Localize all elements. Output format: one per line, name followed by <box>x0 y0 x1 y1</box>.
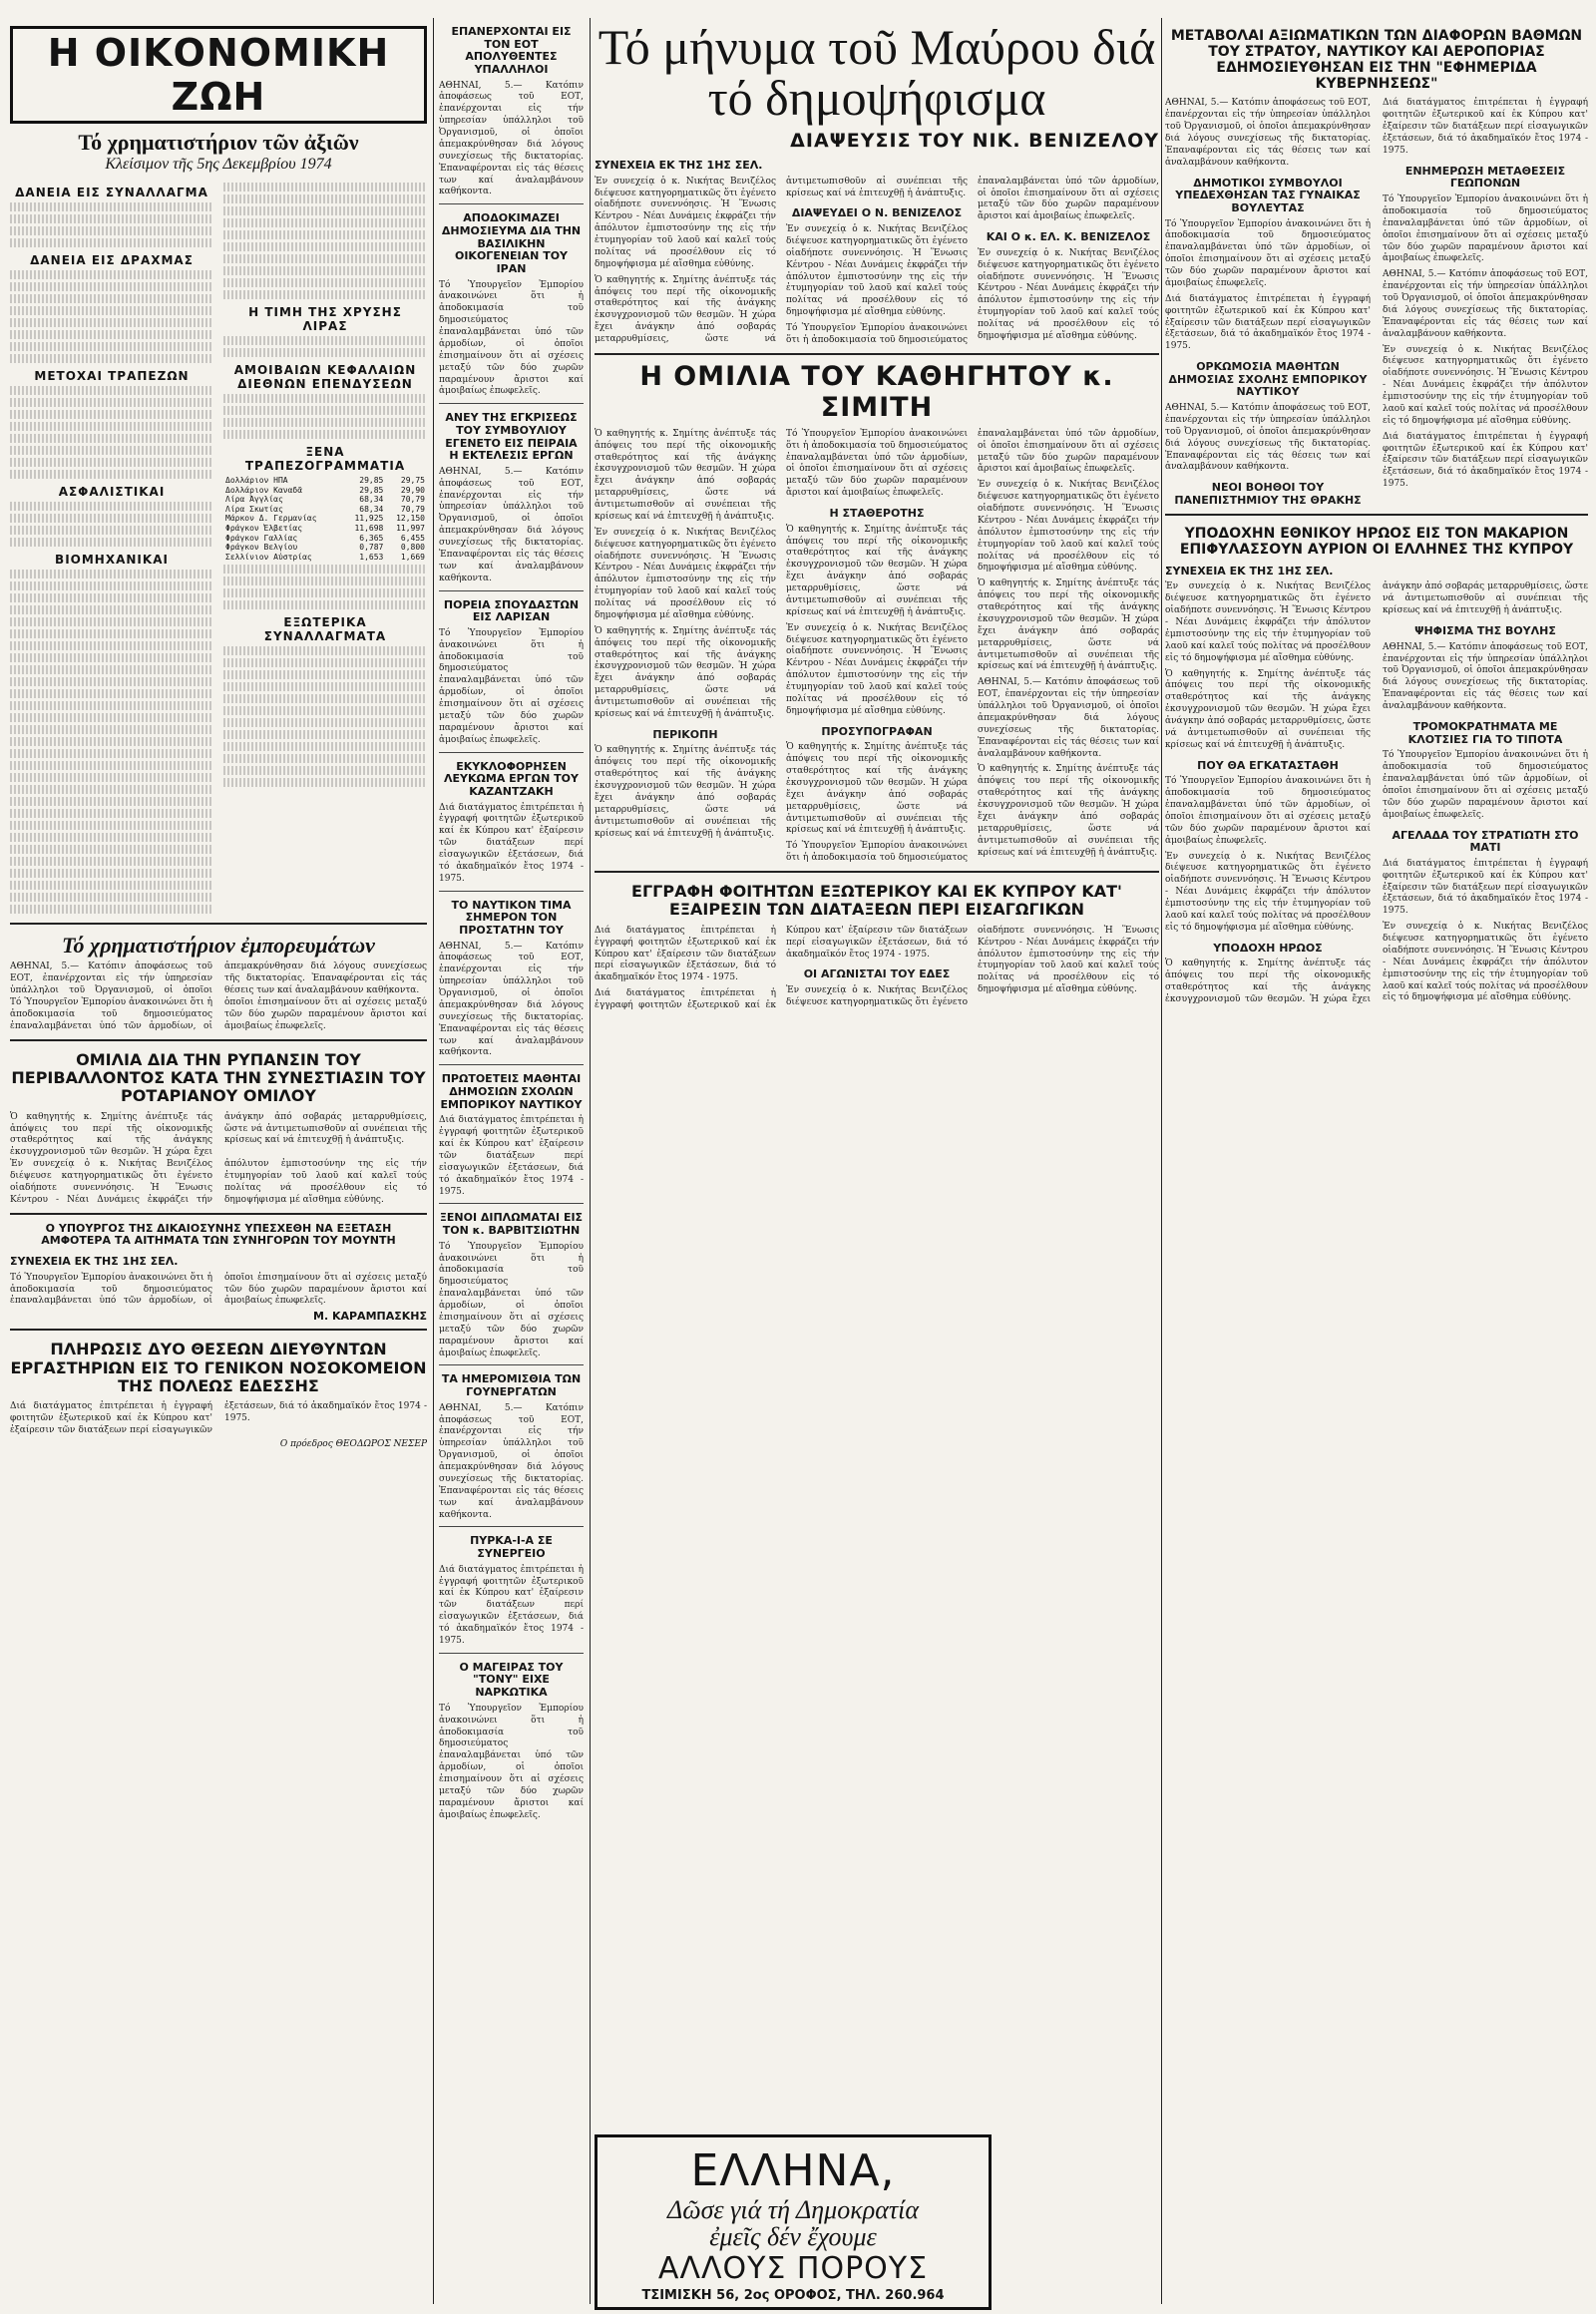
fx-cell: Λίρα Σκωτίας <box>225 504 283 514</box>
column-rule <box>590 18 591 2304</box>
fx-row <box>223 476 427 486</box>
subhead: Η ΣΤΑΘΕΡΟΤΗΣ <box>829 507 925 521</box>
fx-cell: 70,79 <box>400 504 425 514</box>
column-rule <box>1161 18 1162 2304</box>
subhead: ΨΗΦΙΣΜΑ ΤΗΣ ΒΟΥΛΗΣ <box>1414 624 1556 638</box>
headline: ΕΚΥΚΛΟΦΟΡΗΣΕΝ ΛΕΥΚΩΜΑ ΕΡΓΩΝ ΤΟΥ ΚΑΖΑΝΤΖΑΚΗ <box>444 759 579 798</box>
fx-cell: 0,800 <box>400 543 425 553</box>
article-body: Ἐν συνεχείᾳ ὁ κ. Νικήτας Βενιζέλος διέψευσε κατηγορηματικῶς ὅτι ἐγένετο οἱαδήποτε συνεννόησις. Ἡ Ἕνωσις Κέντρου - Νέαι Δυνάμεις ἐκφράζει τήν ἀπόλυτον ἐμπιστοσύνην της εἰς τήν ἐτυμηγορίαν τοῦ λαοῦ καί καλεῖ τούς πολίτας νά προσέλθουν εἰς τό δημοψήφισμα μέ αἴσθημα εὐθύνης. <box>10 1159 427 1205</box>
headline: ΤΟ ΝΑΥΤΙΚΟΝ ΤΙΜΑ ΣΗΜΕΡΟΝ ΤΟΝ ΠΡΟΣΤΑΤΗΝ ΤΟΥ <box>451 898 572 937</box>
article-body: Διά διατάγματος ἐπιτρέπεται ἡ ἐγγραφή φοιτητῶν ἐξωτερικοῦ καί ἐκ Κύπρου κατ' ἐξαίρεσιν τῶν διατάξεων περί εἰσαγωγικῶν ἐξετάσεων, διά τό ἀκαδημαϊκόν ἔτος 1974 - 1975. <box>439 1564 584 1646</box>
ad-slogan: ΑΛΛΟΥΣ ΠΟΡΟΥΣ <box>657 2250 929 2286</box>
fx-cell: Δολλάριον Καναδᾶ <box>225 485 303 495</box>
article-body: ΑΘΗΝΑΙ, 5.— Κατόπιν ἀποφάσεως τοῦ ΕΟΤ, ἐπανέρχονται εἰς τήν ὑπηρεσίαν ὑπάλληλοι τοῦ Ὀργανισμοῦ, οἱ ὁποῖοι ἀπεμακρύνθησαν διά λόγους συνεχίσεως τῆς δικτατορίας. Ἐπαναφέρονται εἰς τάς θέσεις των καί ἀναλαμβάνουν καθήκοντα. <box>439 80 584 197</box>
headline: ΔΗΜΟΤΙΚΟΙ ΣΥΜΒΟΥΛΟΙ ΥΠΕΔΕΧΘΗΣΑΝ ΤΑΣ ΓΥΝΑΙΚΑΣ ΒΟΥΛΕΥΤΑΣ <box>1175 176 1361 214</box>
fx-cell: 0,787 <box>359 543 384 553</box>
headline: Τό χρηματιστήριον ἐμπορευμάτων <box>62 933 375 958</box>
fx-cell: 29,85 <box>359 485 384 495</box>
headline: ΑΝΕΥ ΤΗΣ ΕΓΚΡΙΣΕΩΣ ΤΟΥ ΣΥΜΒΟΥΛΙΟΥ ΕΓΕΝΕΤΟ ΕΙΣ ΠΕΙΡΑΙΑ Η ΕΚΤΕΛΕΣΙΣ ΕΡΓΩΝ <box>445 411 578 463</box>
stock-right <box>223 180 427 917</box>
fx-cell: 12,150 <box>396 514 425 524</box>
lead-subtitle: ΔΙΑΨΕΥΣΙΣ ΤΟΥ ΝΙΚ. ΒΕΝΙΖΕΛΟΥ <box>790 130 1159 152</box>
fx-cell: Σελλίνιον Αὐστρίας <box>225 552 312 562</box>
headline: Ο ΥΠΟΥΡΓΟΣ ΤΗΣ ΔΙΚΑΙΟΣΥΝΗΣ ΥΠΕΣΧΕΘΗ ΝΑ ΕΞΕΤΑΣΗ ΑΜΦΟΤΕΡΑ ΤΑ ΑΙΤΗΜΑΤΑ ΤΩΝ ΣΥΝΗΓΟΡΩΝ ΤΟΥ ΜΟΥΝΤΗ <box>41 1221 396 1248</box>
fx-cell: Φράγκον Γαλλίας <box>225 533 298 543</box>
column-rule <box>433 18 434 2304</box>
fx-cell: 11,997 <box>396 523 425 533</box>
fx-cell: Δολλάριον ΗΠΑ <box>225 476 288 485</box>
section-heading: ΒΙΟΜΗΧΑΝΙΚΑΙ <box>55 553 169 567</box>
fx-cell: 68,34 <box>359 504 384 514</box>
fx-row <box>223 553 427 563</box>
signature: Ο πρόεδρος ΘΕΟΔΩΡΟΣ ΝΕΣΕΡ <box>279 1439 427 1450</box>
kicker: ΣΥΝΕΧΕΙΑ ΕΚ ΤΗΣ 1ΗΣ ΣΕΛ. <box>10 1255 179 1268</box>
headline: ΝΕΟΙ ΒΟΗΘΟΙ ΤΟΥ ΠΑΝΕΠΙΣΤΗΜΙΟΥ ΤΗΣ ΘΡΑΚΗΣ <box>1174 481 1362 507</box>
article-body: ΑΘΗΝΑΙ, 5.— Κατόπιν ἀποφάσεως τοῦ ΕΟΤ, ἐπανέρχονται εἰς τήν ὑπηρεσίαν ὑπάλληλοι τοῦ Ὀργανισμοῦ, οἱ ὁποῖοι ἀπεμακρύνθησαν διά λόγους συνεχίσεως τῆς δικτατορίας. Ἐπαναφέρονται εἰς τάς θέσεις των καί ἀναλαμβάνουν καθήκοντα. <box>439 1402 584 1520</box>
fx-row <box>223 505 427 515</box>
article-body: ΑΘΗΝΑΙ, 5.— Κατόπιν ἀποφάσεως τοῦ ΕΟΤ, ἐπανέρχονται εἰς τήν ὑπηρεσίαν ὑπάλληλοι τοῦ Ὀργανισμοῦ, οἱ ὁποῖοι ἀπεμακρύνθησαν διά λόγους συνεχίσεως τῆς δικτατορίας. Ἐπαναφέρονται εἰς τάς θέσεις των καί ἀναλαμβάνουν καθήκοντα. <box>439 941 584 1058</box>
makarios-headline: ΥΠΟΔΟΧΗΝ ΕΘΝΙΚΟΥ ΗΡΩΟΣ ΕΙΣ ΤΟΝ ΜΑΚΑΡΙΟΝ ΕΠΙΦΥΛΑΣΣΟΥΝ ΑΥΡΙΟΝ ΟΙ ΕΛΛΗΝΕΣ ΤΗΣ ΚΥΠΡΟΥ <box>1179 525 1574 558</box>
fx-row <box>223 534 427 544</box>
fx-cell: 68,34 <box>359 495 384 505</box>
fx-cell: Μάρκον Δ. Γερμανίας <box>225 514 317 524</box>
market-title: Τό χρηματιστήριον τῶν ἀξιῶν <box>78 130 359 155</box>
headline: ΕΝΗΜΕΡΩΣΗ ΜΕΤΑΘΕΣΕΙΣ ΓΕΩΠΟΝΩΝ <box>1404 164 1566 191</box>
article-body: Τό Ὑπουργεῖον Ἐμπορίου ἀνακοινώνει ὅτι ἡ ἀποδοκιμασία τοῦ δημοσιεύματος ἐπαναλαμβάνεται ὑπό τῶν ἁρμοδίων, οἱ ὁποῖοι ἐπισημαίνουν ὅτι αἱ σχέσεις μεταξύ τῶν δύο χωρῶν παραμένουν ἄριστοι καί ἀμοιβαίως ἐπωφελεῖς. <box>439 1241 584 1358</box>
article-body: ΑΘΗΝΑΙ, 5.— Κατόπιν ἀποφάσεως τοῦ ΕΟΤ, ἐπανέρχονται εἰς τήν ὑπηρεσίαν ὑπάλληλοι τοῦ Ὀργανισμοῦ, οἱ ὁποῖοι ἀπεμακρύνθησαν διά λόγους συνεχίσεως τῆς δικτατορίας. Ἐπαναφέρονται εἰς τάς θέσεις των καί ἀναλαμβάνουν καθήκοντα. <box>10 962 427 996</box>
fx-cell: 1,669 <box>400 552 425 562</box>
article-body: Ἐν συνεχείᾳ ὁ κ. Νικήτας Βενιζέλος διέψευσε κατηγορηματικῶς ὅτι ἐγένετο οἱαδήποτε συνεννόησις. Ἡ Ἕνωσις Κέντρου - Νέαι Δυνάμεις ἐκφράζει τήν ἀπόλυτον ἐμπιστοσύνην της εἰς τήν ἐτυμηγορίαν τοῦ λαοῦ καί καλεῖ τούς πολίτας νά προσέλθουν εἰς τό δημοψήφισμα μέ αἴσθημα εὐθύνης. Ὁ καθηγητής κ. Σημίτης ἀνέπτυξε τάς ἀπόψεις του περί τῆς οἰκονομικῆς σταθερότητος καί τῆς ἀνάγκης ἐκσυγχρονισμοῦ τῶν θεσμῶν. Ἡ χώρα ἔχει ἀνάγκην ἀπό σοβαράς μεταρρυθμίσεις, ὥστε νά ἀντιμετωπισθοῦν αἱ συνέπειαι τῆς κρίσεως καί νά ἐπιτευχθῇ ἡ ἀνάπτυξις. ΠΟΥ ΘΑ ΕΓΚΑΤΑΣΤΑΘΗ Τό Ὑπουργεῖον Ἐμπορίου ἀνακοινώνει ὅτι ἡ ἀποδοκιμασία τοῦ δημοσιεύματος ἐπαναλαμβάνεται ὑπό τῶν ἁρμοδίων, οἱ ὁποῖοι ἐπισημαίνουν ὅτι αἱ σχέσεις μεταξύ τῶν δύο χωρῶν παραμένουν ἄριστοι καί ἀμοιβαίως ἐπωφελεῖς. Ἐν συνεχείᾳ ὁ κ. Νικήτας Βενιζέλος διέψευσε κατηγορηματικῶς ὅτι ἐγένετο οἱαδήποτε συνεννόησις. Ἡ Ἕνωσις Κέντρου - Νέαι Δυνάμεις ἐκφράζει τήν ἀπόλυτον ἐμπιστοσύνην της εἰς τήν ἐτυμηγορίαν τοῦ λαοῦ καί καλεῖ τούς πολίτας νά προσέλθουν εἰς τό δημοψήφισμα μέ αἴσθημα εὐθύνης. ΥΠΟΔΟΧΗ ΗΡΩΟΣ Ὁ καθηγητής κ. Σημίτης ἀνέπτυξε τάς ἀπόψεις του περί τῆς οἰκονομικῆς σταθερότητος καί τῆς ἀνάγκης ἐκσυγχρονισμοῦ τῶν θεσμῶν. Ἡ χώρα ἔχει ἀνάγκην ἀπό σοβαράς μεταρρυθμίσεις, ὥστε νά ἀντιμετωπισθοῦν αἱ συνέπειαι τῆς κρίσεως καί νά ἐπιτευχθῇ ἡ ἀνάπτυξις. ΨΗΦΙΣΜΑ ΤΗΣ ΒΟΥΛΗΣ ΑΘΗΝΑΙ, 5.— Κατόπιν ἀποφάσεως τοῦ ΕΟΤ, ἐπανέρχονται εἰς τήν ὑπηρεσίαν ὑπάλληλοι τοῦ Ὀργανισμοῦ, οἱ ὁποῖοι ἀπεμακρύνθησαν διά λόγους συνεχίσεως τῆς δικτατορίας. Ἐπαναφέρονται εἰς τάς θέσεις των καί ἀναλαμβάνουν καθήκοντα. ΤΡΟΜΟΚΡΑΤΗΜΑΤΑ ΜΕ ΚΛΟΤΣΙΕΣ ΓΙΑ ΤΟ ΤΙΠΟΤΑ Τό Ὑπουργεῖον Ἐμπορίου ἀνακοινώνει ὅτι ἡ ἀποδοκιμασία τοῦ δημοσιεύματος ἐπαναλαμβάνεται ὑπό τῶν ἁρμοδίων, οἱ ὁποῖοι ἐπισημαίνουν ὅτι αἱ σχέσεις μεταξύ τῶν δύο χωρῶν παραμένουν ἄριστοι καί ἀμοιβαίως ἐπωφελεῖς. ΑΓΕΛΑΔΑ ΤΟΥ ΣΤΡΑΤΙΩΤΗ ΣΤΟ ΜΑΤΙ Διά διατάγματος ἐπιτρέπεται ἡ ἐγγραφή φοιτητῶν ἐξωτερικοῦ καί ἐκ Κύπρου κατ' ἐξαίρεσιν τῶν διατάξεων περί εἰσαγωγικῶν ἐξετάσεων, διά τό ἀκαδημαϊκόν ἔτος 1974 - 1975. Ἐν συνεχείᾳ ὁ κ. Νικήτας Βενιζέλος διέψευσε κατηγορηματικῶς ὅτι ἐγένετο οἱαδήποτε συνεννόησις. Ἡ Ἕνωσις Κέντρου - Νέαι Δυνάμεις ἐκφράζει τήν ἀπόλυτον ἐμπιστοσύνην της εἰς τήν ἐτυμηγορίαν τοῦ λαοῦ καί καλεῖ τούς πολίτας νά προσέλθουν εἰς τό δημοψήφισμα μέ αἴσθημα εὐθύνης. <box>1165 581 1588 1004</box>
lead-headline: Τό μήνυμα τοῦ Μαύρου διά τό δημοψήφισμα <box>598 19 1156 126</box>
subhead: ΠΕΡΙΚΟΠΗ <box>652 727 718 741</box>
fx-cell: 29,75 <box>400 476 425 485</box>
fx-row <box>223 524 427 534</box>
subhead: ΔΙΑΨΕΥΔΕΙ Ο Ν. ΒΕΝΙΖΕΛΟΣ <box>791 206 963 220</box>
fx-cell: Φράγκον Ἑλβετίας <box>225 523 303 533</box>
headline: ΟΜΙΛΙΑ ΔΙΑ ΤΗΝ ΡΥΠΑΝΣΙΝ ΤΟΥ ΠΕΡΙΒΑΛΛΟΝΤΟΣ ΚΑΤΑ ΤΗΝ ΣΥΝΕΣΤΙΑΣΙΝ ΤΟΥ ΡΟΤΑΡΙΑΝΟΥ ΟΜΙΛΟΥ <box>11 1049 426 1106</box>
fx-row <box>223 514 427 524</box>
headline: Ο ΜΑΓΕΙΡΑΣ ΤΟΥ "TONY" ΕΙΧΕ ΝΑΡΚΩΤΙΚΑ <box>459 1660 564 1700</box>
headline: ΕΠΑΝΕΡΧΟΝΤΑΙ ΕΙΣ ΤΟΝ ΕΟΤ ΑΠΟΛΥΘΕΝΤΕΣ ΥΠΑΛΛΗΛΟΙ <box>451 25 572 76</box>
section-heading: ΔΑΝΕΙΑ ΕΙΣ ΣΥΝΑΛΛΑΓΜΑ <box>15 186 208 199</box>
fx-cell: 6,365 <box>359 533 384 543</box>
byline: Μ. ΚΑΡΑΜΠΑΣΚΗΣ <box>313 1310 427 1324</box>
article-body: Τό Ὑπουργεῖον Ἐμπορίου ἀνακοινώνει ὅτι ἡ ἀποδοκιμασία τοῦ δημοσιεύματος ἐπαναλαμβάνεται ὑπό τῶν ἁρμοδίων, οἱ ὁποῖοι ἐπισημαίνουν ὅτι αἱ σχέσεις μεταξύ τῶν δύο χωρῶν παραμένουν ἄριστοι καί ἀμοιβαίως ἐπωφελεῖς. <box>439 1703 584 1820</box>
article-body: ΑΘΗΝΑΙ, 5.— Κατόπιν ἀποφάσεως τοῦ ΕΟΤ, ἐπανέρχονται εἰς τήν ὑπηρεσίαν ὑπάλληλοι τοῦ Ὀργανισμοῦ, οἱ ὁποῖοι ἀπεμακρύνθησαν διά λόγους συνεχίσεως τῆς δικτατορίας. Ἐπαναφέρονται εἰς τάς θέσεις των καί ἀναλαμβάνουν καθήκοντα. <box>439 466 584 583</box>
fx-table <box>223 476 427 562</box>
fx-cell: 11,925 <box>354 514 384 524</box>
section-heading: ΔΑΝΕΙΑ ΕΙΣ ΔΡΑΧΜΑΣ <box>30 253 194 267</box>
news-column <box>439 18 584 2312</box>
headline: ΤΑ ΗΜΕΡΟΜΙΣΘΙΑ ΤΩΝ ΓΟΥΝΕΡΓΑΤΩΝ <box>441 1372 582 1399</box>
fx-cell: 6,455 <box>400 533 425 543</box>
article-body: Διά διατάγματος ἐπιτρέπεται ἡ ἐγγραφή φοιτητῶν ἐξωτερικοῦ καί ἐκ Κύπρου κατ' ἐξαίρεσιν τῶν διατάξεων περί εἰσαγωγικῶν ἐξετάσεων, διά τό ἀκαδημαϊκόν ἔτος 1974 - 1975. <box>10 1401 427 1436</box>
fx-row <box>223 495 427 505</box>
fx-cell: 29,90 <box>400 485 425 495</box>
ad-line: ἐμεῖς δέν ἔχουμε <box>709 2222 877 2252</box>
article-body: Ὁ καθηγητής κ. Σημίτης ἀνέπτυξε τάς ἀπόψεις του περί τῆς οἰκονομικῆς σταθερότητος καί τῆς ἀνάγκης ἐκσυγχρονισμοῦ τῶν θεσμῶν. Ἡ χώρα ἔχει ἀνάγκην ἀπό σοβαράς μεταρρυθμίσεις, ὥστε νά ἀντιμετωπισθοῦν αἱ συνέπειαι τῆς κρίσεως καί νά ἐπιτευχθῇ ἡ ἀνάπτυξις. <box>10 1111 427 1158</box>
headline: ΞΕΝΟΙ ΔΙΠΛΩΜΑΤΑΙ ΕΙΣ ΤΟΝ κ. ΒΑΡΒΙΤΣΙΩΤΗΝ <box>439 1211 584 1238</box>
article-body: Διά διατάγματος ἐπιτρέπεται ἡ ἐγγραφή φοιτητῶν ἐξωτερικοῦ καί ἐκ Κύπρου κατ' ἐξαίρεσιν τῶν διατάξεων περί εἰσαγωγικῶν ἐξετάσεων, διά τό ἀκαδημαϊκόν ἔτος 1974 - 1975. <box>439 802 584 884</box>
subhead: ΚΑΙ Ο κ. ΕΛ. Κ. ΒΕΝΙΖΕΛΟΣ <box>986 230 1151 244</box>
subhead: ΟΙ ΑΓΩΝΙΣΤΑΙ ΤΟΥ ΕΔΕΣ <box>803 967 951 981</box>
headline: ΠΟΡΕΙΑ ΣΠΟΥΔΑΣΤΩΝ ΕΙΣ ΛΑΡΙΣΑΝ <box>443 597 580 624</box>
fx-cell: Φράγκον Βελγίου <box>225 543 298 553</box>
ad-title: ΕΛΛΗΝΑ, <box>690 2145 896 2196</box>
section-heading: ΑΣΦΑΛΙΣΤΙΚΑΙ <box>58 485 166 499</box>
section-heading: Η ΤΙΜΗ ΤΗΣ ΧΡΥΣΗΣ ΛΙΡΑΣ <box>248 305 402 333</box>
market-date: Κλείσιμον τῆς 5ης Δεκεμβρίου 1974 <box>105 156 332 173</box>
section-heading: ΑΜΟΙΒΑΙΩΝ ΚΕΦΑΛΑΙΩΝ ΔΙΕΘΝΩΝ ΕΠΕΝΔΥΣΕΩΝ <box>233 363 417 391</box>
fx-cell: 1,653 <box>359 552 384 562</box>
headline: ΜΕΤΑΒΟΛΑΙ ΑΞΙΩΜΑΤΙΚΩΝ ΤΩΝ ΔΙΑΦΟΡΩΝ ΒΑΘΜΩΝ ΤΟΥ ΣΤΡΑΤΟΥ, ΝΑΥΤΙΚΟΥ ΚΑΙ ΑΕΡΟΠΟΡΙΑΣ ΕΔΗΜΟΣΙΕΥΘΗΣΑΝ ΕΙΣ ΤΗΝ "ΕΦΗΜΕΡΙΔΑ ΚΥΒΕΡΝΗΣΕΩΣ" <box>1170 28 1583 93</box>
students-headline: ΕΓΓΡΑΦΗ ΦΟΙΤΗΤΩΝ ΕΞΩΤΕΡΙΚΟΥ ΚΑΙ ΕΚ ΚΥΠΡΟΥ ΚΑΤ' ΕΞΑΙΡΕΣΙΝ ΤΩΝ ΔΙΑΤΑΞΕΩΝ ΠΕΡΙ ΕΙΣΑΓΩΓΙΚΩΝ <box>631 882 1122 920</box>
subhead: ΠΟΥ ΘΑ ΕΓΚΑΤΑΣΤΑΘΗ <box>1197 758 1339 772</box>
article-body: Τό Ὑπουργεῖον Ἐμπορίου ἀνακοινώνει ὅτι ἡ ἀποδοκιμασία τοῦ δημοσιεύματος ἐπαναλαμβάνεται ὑπό τῶν ἁρμοδίων, οἱ ὁποῖοι ἐπισημαίνουν ὅτι αἱ σχέσεις μεταξύ τῶν δύο χωρῶν παραμένουν ἄριστοι καί ἀμοιβαίως ἐπωφελεῖς. <box>10 1272 427 1307</box>
subhead: ΥΠΟΔΟΧΗ ΗΡΩΟΣ <box>1213 941 1323 955</box>
subhead: ΠΡΟΣΥΠΟΓΡΑΦΑΝ <box>821 724 933 738</box>
fx-row <box>223 543 427 553</box>
headline: ΑΓΕΛΑΔΑ ΤΟΥ ΣΤΡΑΤΙΩΤΗ ΣΤΟ ΜΑΤΙ <box>1392 828 1579 855</box>
article-body: Τό Ὑπουργεῖον Ἐμπορίου ἀνακοινώνει ὅτι ἡ ἀποδοκιμασία τοῦ δημοσιεύματος ἐπαναλαμβάνεται ὑπό τῶν ἁρμοδίων, οἱ ὁποῖοι ἐπισημαίνουν ὅτι αἱ σχέσεις μεταξύ τῶν δύο χωρῶν παραμένουν ἄριστοι καί ἀμοιβαίως ἐπωφελεῖς. <box>439 627 584 745</box>
simitis-headline: Η ΟΜΙΛΙΑ ΤΟΥ ΚΑΘΗΓΗΤΟΥ κ. ΣΙΜΙΤΗ <box>639 360 1114 423</box>
headline: ΠΛΗΡΩΣΙΣ ΔΥΟ ΘΕΣΕΩΝ ΔΙΕΥΘΥΝΤΩΝ ΕΡΓΑΣΤΗΡΙΩΝ ΕΙΣ ΤΟ ΓΕΝΙΚΟΝ ΝΟΣΟΚΟΜΕΙΟΝ ΤΗΣ ΠΟΛΕΩΣ ΕΔΕΣΣΗΣ <box>10 1340 427 1396</box>
section-heading: ΜΕΤΟΧΑΙ ΤΡΑΠΕΖΩΝ <box>34 369 190 383</box>
headline: ΑΠΟΔΟΚΙΜΑΖΕΙ ΔΗΜΟΣΙΕΥΜΑ ΔΙΑ ΤΗΝ ΒΑΣΙΛΙΚΗΝ ΟΙΚΟΓΕΝΕΙΑΝ ΤΟΥ ΙΡΑΝ <box>441 211 582 275</box>
kicker: ΣΥΝΕΧΕΙΑ ΕΚ ΤΗΣ 1ΗΣ ΣΕΛ. <box>595 159 763 172</box>
ad-line: Δῶσε γιά τή Δημοκρατία <box>666 2195 920 2224</box>
stock-tables <box>10 180 427 917</box>
article-body: Τό Ὑπουργεῖον Ἐμπορίου ἀνακοινώνει ὅτι ἡ ἀποδοκιμασία τοῦ δημοσιεύματος ἐπαναλαμβάνεται ὑπό τῶν ἁρμοδίων, οἱ ὁποῖοι ἐπισημαίνουν ὅτι αἱ σχέσεις μεταξύ τῶν δύο χωρῶν παραμένουν ἄριστοι καί ἀμοιβαίως ἐπωφελεῖς. <box>439 279 584 397</box>
headline: ΠΥΡΚΑ-Ι-Α ΣΕ ΣΥΝΕΡΓΕΙΟ <box>470 1534 553 1561</box>
fx-cell: 29,85 <box>359 476 384 485</box>
fx-cell: Λίρα Ἀγγλίας <box>225 495 283 505</box>
advertisement <box>595 2134 992 2310</box>
article-body: Ἐν συνεχείᾳ ὁ κ. Νικήτας Βενιζέλος διέψευσε κατηγορηματικῶς ὅτι ἐγένετο οἱαδήποτε συνεννόησις. Ἡ Ἕνωσις Κέντρου - Νέαι Δυνάμεις ἐκφράζει τήν ἀπόλυτον ἐμπιστοσύνην της εἰς τήν ἐτυμηγορίαν τοῦ λαοῦ καί καλεῖ τούς πολίτας νά προσέλθουν εἰς τό δημοψήφισμα μέ αἴσθημα εὐθύνης. Ὁ καθηγητής κ. Σημίτης ἀνέπτυξε τάς ἀπόψεις του περί τῆς οἰκονομικῆς σταθερότητος καί τῆς ἀνάγκης ἐκσυγχρονισμοῦ τῶν θεσμῶν. Ἡ χώρα ἔχει ἀνάγκην ἀπό σοβαράς μεταρρυθμίσεις, ὥστε νά ἀντιμετωπισθοῦν αἱ συνέπειαι τῆς κρίσεως καί νά ἐπιτευχθῇ ἡ ἀνάπτυξις. ΔΙΑΨΕΥΔΕΙ Ο Ν. ΒΕΝΙΖΕΛΟΣ Ἐν συνεχείᾳ ὁ κ. Νικήτας Βενιζέλος διέψευσε κατηγορηματικῶς ὅτι ἐγένετο οἱαδήποτε συνεννόησις. Ἡ Ἕνωσις Κέντρου - Νέαι Δυνάμεις ἐκφράζει τήν ἀπόλυτον ἐμπιστοσύνην της εἰς τήν ἐτυμηγορίαν τοῦ λαοῦ καί καλεῖ τούς πολίτας νά προσέλθουν εἰς τό δημοψήφισμα μέ αἴσθημα εὐθύνης. Τό Ὑπουργεῖον Ἐμπορίου ἀνακοινώνει ὅτι ἡ ἀποδοκιμασία τοῦ δημοσιεύματος ἐπαναλαμβάνεται ὑπό τῶν ἁρμοδίων, οἱ ὁποῖοι ἐπισημαίνουν ὅτι αἱ σχέσεις μεταξύ τῶν δύο χωρῶν παραμένουν ἄριστοι καί ἀμοιβαίως ἐπωφελεῖς. ΚΑΙ Ο κ. ΕΛ. Κ. ΒΕΝΙΖΕΛΟΣ Ἐν συνεχείᾳ ὁ κ. Νικήτας Βενιζέλος διέψευσε κατηγορηματικῶς ὅτι ἐγένετο οἱαδήποτε συνεννόησις. Ἡ Ἕνωσις Κέντρου - Νέαι Δυνάμεις ἐκφράζει τήν ἀπόλυτον ἐμπιστοσύνην της εἰς τήν ἐτυμηγορίαν τοῦ λαοῦ καί καλεῖ τούς πολίτας νά προσέλθουν εἰς τό δημοψήφισμα μέ αἴσθημα εὐθύνης. <box>595 176 1159 345</box>
headline: ΟΡΚΩΜΟΣΙΑ ΜΑΘΗΤΩΝ ΔΗΜΟΣΙΑΣ ΣΧΟΛΗΣ ΕΜΠΟΡΙΚΟΥ ΝΑΥΤΙΚΟΥ <box>1168 360 1368 399</box>
right-column <box>1165 18 1588 2312</box>
lead-column <box>595 18 1159 2122</box>
article-body: Τό Ὑπουργεῖον Ἐμπορίου ἀνακοινώνει ὅτι ἡ ἀποδοκιμασία τοῦ δημοσιεύματος ἐπαναλαμβάνεται ὑπό τῶν ἁρμοδίων, οἱ ὁποῖοι ἐπισημαίνουν ὅτι αἱ σχέσεις μεταξύ τῶν δύο χωρῶν παραμένουν ἄριστοι καί ἀμοιβαίως ἐπωφελεῖς. <box>10 996 427 1031</box>
article-body: ΑΘΗΝΑΙ, 5.— Κατόπιν ἀποφάσεως τοῦ ΕΟΤ, ἐπανέρχονται εἰς τήν ὑπηρεσίαν ὑπάλληλοι τοῦ Ὀργανισμοῦ, οἱ ὁποῖοι ἀπεμακρύνθησαν διά λόγους συνεχίσεως τῆς δικτατορίας. Ἐπαναφέρονται εἰς τάς θέσεις των καί ἀναλαμβάνουν καθήκοντα. ΔΗΜΟΤΙΚΟΙ ΣΥΜΒΟΥΛΟΙ ΥΠΕΔΕΧΘΗΣΑΝ ΤΑΣ ΓΥΝΑΙΚΑΣ ΒΟΥΛΕΥΤΑΣ Τό Ὑπουργεῖον Ἐμπορίου ἀνακοινώνει ὅτι ἡ ἀποδοκιμασία τοῦ δημοσιεύματος ἐπαναλαμβάνεται ὑπό τῶν ἁρμοδίων, οἱ ὁποῖοι ἐπισημαίνουν ὅτι αἱ σχέσεις μεταξύ τῶν δύο χωρῶν παραμένουν ἄριστοι καί ἀμοιβαίως ἐπωφελεῖς. Διά διατάγματος ἐπιτρέπεται ἡ ἐγγραφή φοιτητῶν ἐξωτερικοῦ καί ἐκ Κύπρου κατ' ἐξαίρεσιν τῶν διατάξεων περί εἰσαγωγικῶν ἐξετάσεων, διά τό ἀκαδημαϊκόν ἔτος 1974 - 1975. ΟΡΚΩΜΟΣΙΑ ΜΑΘΗΤΩΝ ΔΗΜΟΣΙΑΣ ΣΧΟΛΗΣ ΕΜΠΟΡΙΚΟΥ ΝΑΥΤΙΚΟΥ ΑΘΗΝΑΙ, 5.— Κατόπιν ἀποφάσεως τοῦ ΕΟΤ, ἐπανέρχονται εἰς τήν ὑπηρεσίαν ὑπάλληλοι τοῦ Ὀργανισμοῦ, οἱ ὁποῖοι ἀπεμακρύνθησαν διά λόγους συνεχίσεως τῆς δικτατορίας. Ἐπαναφέρονται εἰς τάς θέσεις των καί ἀναλαμβάνουν καθήκοντα. ΝΕΟΙ ΒΟΗΘΟΙ ΤΟΥ ΠΑΝΕΠΙΣΤΗΜΙΟΥ ΤΗΣ ΘΡΑΚΗΣ Διά διατάγματος ἐπιτρέπεται ἡ ἐγγραφή φοιτητῶν ἐξωτερικοῦ καί ἐκ Κύπρου κατ' ἐξαίρεσιν τῶν διατάξεων περί εἰσαγωγικῶν ἐξετάσεων, διά τό ἀκαδημαϊκόν ἔτος 1974 - 1975. ΕΝΗΜΕΡΩΣΗ ΜΕΤΑΘΕΣΕΙΣ ΓΕΩΠΟΝΩΝ Τό Ὑπουργεῖον Ἐμπορίου ἀνακοινώνει ὅτι ἡ ἀποδοκιμασία τοῦ δημοσιεύματος ἐπαναλαμβάνεται ὑπό τῶν ἁρμοδίων, οἱ ὁποῖοι ἐπισημαίνουν ὅτι αἱ σχέσεις μεταξύ τῶν δύο χωρῶν παραμένουν ἄριστοι καί ἀμοιβαίως ἐπωφελεῖς. ΑΘΗΝΑΙ, 5.— Κατόπιν ἀποφάσεως τοῦ ΕΟΤ, ἐπανέρχονται εἰς τήν ὑπηρεσίαν ὑπάλληλοι τοῦ Ὀργανισμοῦ, οἱ ὁποῖοι ἀπεμακρύνθησαν διά λόγους συνεχίσεως τῆς δικτατορίας. Ἐπαναφέρονται εἰς τάς θέσεις των καί ἀναλαμβάνουν καθήκοντα. Ἐν συνεχείᾳ ὁ κ. Νικήτας Βενιζέλος διέψευσε κατηγορηματικῶς ὅτι ἐγένετο οἱαδήποτε συνεννόησις. Ἡ Ἕνωσις Κέντρου - Νέαι Δυνάμεις ἐκφράζει τήν ἀπόλυτον ἐμπιστοσύνην της εἰς τήν ἐτυμηγορίαν τοῦ λαοῦ καί καλεῖ τούς πολίτας νά προσέλθουν εἰς τό δημοψήφισμα μέ αἴσθημα εὐθύνης. Διά διατάγματος ἐπιτρέπεται ἡ ἐγγραφή φοιτητῶν ἐξωτερικοῦ καί ἐκ Κύπρου κατ' ἐξαίρεσιν τῶν διατάξεων περί εἰσαγωγικῶν ἐξετάσεων, διά τό ἀκαδημαϊκόν ἔτος 1974 - 1975. <box>1165 98 1588 507</box>
section-heading: ΞΕΝΑ ΤΡΑΠΕΖΟΓΡΑΜΜΑΤΙΑ <box>244 445 406 473</box>
fx-row <box>223 486 427 496</box>
article-body: Διά διατάγματος ἐπιτρέπεται ἡ ἐγγραφή φοιτητῶν ἐξωτερικοῦ καί ἐκ Κύπρου κατ' ἐξαίρεσιν τῶν διατάξεων περί εἰσαγωγικῶν ἐξετάσεων, διά τό ἀκαδημαϊκόν ἔτος 1974 - 1975. Διά διατάγματος ἐπιτρέπεται ἡ ἐγγραφή φοιτητῶν ἐξωτερικοῦ καί ἐκ Κύπρου κατ' ἐξαίρεσιν τῶν διατάξεων περί εἰσαγωγικῶν ἐξετάσεων, διά τό ἀκαδημαϊκόν ἔτος 1974 - 1975. ΟΙ ΑΓΩΝΙΣΤΑΙ ΤΟΥ ΕΔΕΣ Ἐν συνεχείᾳ ὁ κ. Νικήτας Βενιζέλος διέψευσε κατηγορηματικῶς ὅτι ἐγένετο οἱαδήποτε συνεννόησις. Ἡ Ἕνωσις Κέντρου - Νέαι Δυνάμεις ἐκφράζει τήν ἀπόλυτον ἐμπιστοσύνην της εἰς τήν ἐτυμηγορίαν τοῦ λαοῦ καί καλεῖ τούς πολίτας νά προσέλθουν εἰς τό δημοψήφισμα μέ αἴσθημα εὐθύνης. <box>595 925 1159 1011</box>
ad-address: ΤΣΙΜΙΣΚΗ 56, 2ος ΟΡΟΦΟΣ, ΤΗΛ. 260.964 <box>641 2287 945 2303</box>
stock-left <box>10 180 213 917</box>
section-heading: ΕΞΩΤΕΡΙΚΑ ΣΥΝΑΛΛΑΓΜΑΤΑ <box>263 615 387 644</box>
fx-cell: 11,698 <box>354 523 384 533</box>
headline: ΤΡΟΜΟΚΡΑΤΗΜΑΤΑ ΜΕ ΚΛΟΤΣΙΕΣ ΓΙΑ ΤΟ ΤΙΠΟΤΑ <box>1407 719 1563 746</box>
article-body: Διά διατάγματος ἐπιτρέπεται ἡ ἐγγραφή φοιτητῶν ἐξωτερικοῦ καί ἐκ Κύπρου κατ' ἐξαίρεσιν τῶν διατάξεων περί εἰσαγωγικῶν ἐξετάσεων, διά τό ἀκαδημαϊκόν ἔτος 1974 - 1975. <box>439 1115 584 1197</box>
fx-cell: 70,79 <box>400 495 425 505</box>
article-body: Ὁ καθηγητής κ. Σημίτης ἀνέπτυξε τάς ἀπόψεις του περί τῆς οἰκονομικῆς σταθερότητος καί τῆς ἀνάγκης ἐκσυγχρονισμοῦ τῶν θεσμῶν. Ἡ χώρα ἔχει ἀνάγκην ἀπό σοβαράς μεταρρυθμίσεις, ὥστε νά ἀντιμετωπισθοῦν αἱ συνέπειαι τῆς κρίσεως καί νά ἐπιτευχθῇ ἡ ἀνάπτυξις. Ἐν συνεχείᾳ ὁ κ. Νικήτας Βενιζέλος διέψευσε κατηγορηματικῶς ὅτι ἐγένετο οἱαδήποτε συνεννόησις. Ἡ Ἕνωσις Κέντρου - Νέαι Δυνάμεις ἐκφράζει τήν ἀπόλυτον ἐμπιστοσύνην της εἰς τήν ἐτυμηγορίαν τοῦ λαοῦ καί καλεῖ τούς πολίτας νά προσέλθουν εἰς τό δημοψήφισμα μέ αἴσθημα εὐθύνης. Ὁ καθηγητής κ. Σημίτης ἀνέπτυξε τάς ἀπόψεις του περί τῆς οἰκονομικῆς σταθερότητος καί τῆς ἀνάγκης ἐκσυγχρονισμοῦ τῶν θεσμῶν. Ἡ χώρα ἔχει ἀνάγκην ἀπό σοβαράς μεταρρυθμίσεις, ὥστε νά ἀντιμετωπισθοῦν αἱ συνέπειαι τῆς κρίσεως καί νά ἐπιτευχθῇ ἡ ἀνάπτυξις. ΠΕΡΙΚΟΠΗ Ὁ καθηγητής κ. Σημίτης ἀνέπτυξε τάς ἀπόψεις του περί τῆς οἰκονομικῆς σταθερότητος καί τῆς ἀνάγκης ἐκσυγχρονισμοῦ τῶν θεσμῶν. Ἡ χώρα ἔχει ἀνάγκην ἀπό σοβαράς μεταρρυθμίσεις, ὥστε νά ἀντιμετωπισθοῦν αἱ συνέπειαι τῆς κρίσεως καί νά ἐπιτευχθῇ ἡ ἀνάπτυξις. Τό Ὑπουργεῖον Ἐμπορίου ἀνακοινώνει ὅτι ἡ ἀποδοκιμασία τοῦ δημοσιεύματος ἐπαναλαμβάνεται ὑπό τῶν ἁρμοδίων, οἱ ὁποῖοι ἐπισημαίνουν ὅτι αἱ σχέσεις μεταξύ τῶν δύο χωρῶν παραμένουν ἄριστοι καί ἀμοιβαίως ἐπωφελεῖς. Η ΣΤΑΘΕΡΟΤΗΣ Ὁ καθηγητής κ. Σημίτης ἀνέπτυξε τάς ἀπόψεις του περί τῆς οἰκονομικῆς σταθερότητος καί τῆς ἀνάγκης ἐκσυγχρονισμοῦ τῶν θεσμῶν. Ἡ χώρα ἔχει ἀνάγκην ἀπό σοβαράς μεταρρυθμίσεις, ὥστε νά ἀντιμετωπισθοῦν αἱ συνέπειαι τῆς κρίσεως καί νά ἐπιτευχθῇ ἡ ἀνάπτυξις. Ἐν συνεχείᾳ ὁ κ. Νικήτας Βενιζέλος διέψευσε κατηγορηματικῶς ὅτι ἐγένετο οἱαδήποτε συνεννόησις. Ἡ Ἕνωσις Κέντρου - Νέαι Δυνάμεις ἐκφράζει τήν ἀπόλυτον ἐμπιστοσύνην της εἰς τήν ἐτυμηγορίαν τοῦ λαοῦ καί καλεῖ τούς πολίτας νά προσέλθουν εἰς τό δημοψήφισμα μέ αἴσθημα εὐθύνης. ΠΡΟΣΥΠΟΓΡΑΦΑΝ Ὁ καθηγητής κ. Σημίτης ἀνέπτυξε τάς ἀπόψεις του περί τῆς οἰκονομικῆς σταθερότητος καί τῆς ἀνάγκης ἐκσυγχρονισμοῦ τῶν θεσμῶν. Ἡ χώρα ἔχει ἀνάγκην ἀπό σοβαράς μεταρρυθμίσεις, ὥστε νά ἀντιμετωπισθοῦν αἱ συνέπειαι τῆς κρίσεως καί νά ἐπιτευχθῇ ἡ ἀνάπτυξις. Τό Ὑπουργεῖον Ἐμπορίου ἀνακοινώνει ὅτι ἡ ἀποδοκιμασία τοῦ δημοσιεύματος ἐπαναλαμβάνεται ὑπό τῶν ἁρμοδίων, οἱ ὁποῖοι ἐπισημαίνουν ὅτι αἱ σχέσεις μεταξύ τῶν δύο χωρῶν παραμένουν ἄριστοι καί ἀμοιβαίως ἐπωφελεῖς. Ἐν συνεχείᾳ ὁ κ. Νικήτας Βενιζέλος διέψευσε κατηγορηματικῶς ὅτι ἐγένετο οἱαδήποτε συνεννόησις. Ἡ Ἕνωσις Κέντρου - Νέαι Δυνάμεις ἐκφράζει τήν ἀπόλυτον ἐμπιστοσύνην της εἰς τήν ἐτυμηγορίαν τοῦ λαοῦ καί καλεῖ τούς πολίτας νά προσέλθουν εἰς τό δημοψήφισμα μέ αἴσθημα εὐθύνης. Ὁ καθηγητής κ. Σημίτης ἀνέπτυξε τάς ἀπόψεις του περί τῆς οἰκονομικῆς σταθερότητος καί τῆς ἀνάγκης ἐκσυγχρονισμοῦ τῶν θεσμῶν. Ἡ χώρα ἔχει ἀνάγκην ἀπό σοβαράς μεταρρυθμίσεις, ὥστε νά ἀντιμετωπισθοῦν αἱ συνέπειαι τῆς κρίσεως καί νά ἐπιτευχθῇ ἡ ἀνάπτυξις. ΑΘΗΝΑΙ, 5.— Κατόπιν ἀποφάσεως τοῦ ΕΟΤ, ἐπανέρχονται εἰς τήν ὑπηρεσίαν ὑπάλληλοι τοῦ Ὀργανισμοῦ, οἱ ὁποῖοι ἀπεμακρύνθησαν διά λόγους συνεχίσεως τῆς δικτατορίας. Ἐπαναφέρονται εἰς τάς θέσεις των καί ἀναλαμβάνουν καθήκοντα. Ὁ καθηγητής κ. Σημίτης ἀνέπτυξε τάς ἀπόψεις του περί τῆς οἰκονομικῆς σταθερότητος καί τῆς ἀνάγκης ἐκσυγχρονισμοῦ τῶν θεσμῶν. Ἡ χώρα ἔχει ἀνάγκην ἀπό σοβαράς μεταρρυθμίσεις, ὥστε νά ἀντιμετωπισθοῦν αἱ συνέπειαι τῆς κρίσεως καί νά ἐπιτευχθῇ ἡ ἀνάπτυξις. <box>595 428 1159 864</box>
kicker: ΣΥΝΕΧΕΙΑ ΕΚ ΤΗΣ 1ΗΣ ΣΕΛ. <box>1165 564 1334 578</box>
market-column <box>10 18 427 1455</box>
headline: ΠΡΩΤΟΕΤΕΙΣ ΜΑΘΗΤΑΙ ΔΗΜΟΣΙΩΝ ΣΧΟΛΩΝ ΕΜΠΟΡΙΚΟΥ ΝΑΥΤΙΚΟΥ <box>440 1072 583 1111</box>
masthead: Η ΟΙΚΟΝΟΜΙΚΗ ΖΩΗ <box>10 26 427 124</box>
